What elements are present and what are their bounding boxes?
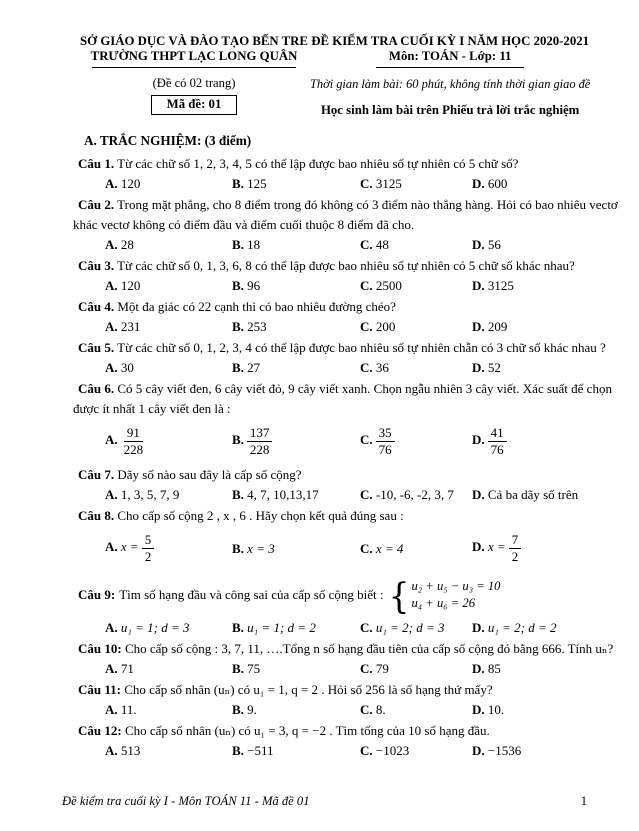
question-9-text: Tìm số hạng đầu và công sai của cấp số cộng biết :: [119, 587, 384, 602]
answer-text: 209: [487, 319, 508, 334]
question-3-statement: [78, 256, 585, 276]
question-11-label: Câu 11:: [78, 682, 121, 697]
answer-text: u₁ = 2; d = 3: [375, 620, 445, 635]
answer-key: A.: [105, 702, 118, 717]
q10-answer-b: [232, 659, 360, 679]
question-3-answers: [78, 276, 585, 296]
answer-text: u₁ = 2; d = 2: [487, 620, 557, 635]
answer-text: 9.: [247, 702, 257, 717]
answer-text: 2500: [375, 278, 402, 293]
fraction: [509, 532, 522, 564]
answer-key: D.: [472, 702, 485, 717]
q1-answer-b: [232, 174, 360, 194]
page-footer: [62, 793, 587, 809]
q10-answer-d: [472, 659, 585, 679]
q8-answer-d: [472, 532, 585, 564]
question-8: [78, 506, 585, 571]
q3-answer-b: [232, 276, 360, 296]
question-12: [78, 721, 585, 761]
answer-key: D.: [472, 487, 485, 502]
q4-answer-c: [360, 317, 472, 337]
q9-answer-b: [232, 618, 360, 638]
answer-prefix: x =: [120, 539, 139, 555]
question-2-text-line2: khác vectơ không có điểm đầu và điểm cuối thuộc 8 điểm đã cho.: [73, 217, 415, 232]
q11-answer-d: [472, 700, 585, 720]
system-equations: [411, 578, 500, 612]
answer-text: 513: [120, 743, 141, 758]
answer-text: 231: [120, 319, 141, 334]
answer-key: C.: [360, 620, 373, 635]
answer-text: 79: [375, 661, 389, 676]
answer-text: 600: [487, 176, 508, 191]
question-1-answers: [78, 174, 585, 194]
q11-answer-c: [360, 700, 472, 720]
answer-key: D.: [472, 432, 485, 448]
fraction-denominator: 228: [123, 442, 144, 457]
answer-key: D.: [472, 743, 485, 758]
q4-answer-a: [105, 317, 232, 337]
answer-key: A.: [105, 539, 118, 555]
answer-key: B.: [232, 176, 244, 191]
answer-key: B.: [232, 661, 244, 676]
question-8-statement: [78, 506, 585, 526]
answer-text: 120: [120, 278, 141, 293]
question-6-answers: [78, 419, 585, 464]
answer-key: C.: [360, 661, 373, 676]
answer-key: D.: [472, 620, 485, 635]
fraction: [247, 425, 273, 457]
answer-text: 10.: [487, 702, 505, 717]
question-2-text: Trong mặt phẳng, cho 8 điểm trong đó không có 3 điểm nào thẳng hàng. Hỏi có bao nhiêu vectơ: [117, 197, 618, 212]
q7-answer-c: [360, 485, 472, 505]
question-4-answers: [78, 317, 585, 337]
q3-answer-a: [105, 276, 232, 296]
answer-text: u₁ = 1; d = 2: [247, 620, 316, 635]
answer-key: A.: [105, 620, 118, 635]
answer-text: 3125: [487, 278, 514, 293]
question-12-text: Cho cấp số nhân (uₙ) có u₁ = 3, q = −2 . Tìm tổng của 10 số hạng đầu.: [124, 723, 490, 738]
question-7-label: Câu 7.: [78, 467, 115, 482]
answer-key: D.: [472, 539, 485, 555]
time-note: Thời gian làm bài: 60 phút, không tính thời gian giao đề: [310, 77, 591, 91]
fraction-numerator: 41: [488, 425, 507, 442]
answer-key: C.: [360, 540, 373, 556]
question-10-statement: [78, 639, 614, 659]
answer-text: x = 3: [247, 540, 275, 556]
question-7-answers: [78, 485, 585, 505]
fraction: [142, 532, 155, 564]
page-number: 1: [580, 794, 587, 808]
question-1-statement: [78, 154, 585, 174]
answer-text: 253: [247, 319, 267, 334]
answer-text: 120: [120, 176, 141, 191]
question-11-statement: [78, 680, 585, 700]
answer-key: D.: [472, 278, 485, 293]
answer-key: B.: [232, 319, 244, 334]
equation-2: u₄ + u₆ = 26: [411, 596, 476, 610]
q12-answer-a: [105, 741, 232, 761]
answer-key: A.: [105, 432, 118, 448]
q3-answer-d: [472, 276, 585, 296]
answer-text: 8.: [375, 702, 386, 717]
equation-1: u₂ + u₅ − u₃ = 10: [411, 579, 501, 593]
answer-text: 1, 3, 5, 7, 9: [120, 487, 180, 502]
question-4-text: Một đa giác có 22 cạnh thì có bao nhiêu đường chéo?: [117, 299, 396, 314]
answer-text: 52: [487, 360, 501, 375]
question-11-text: Cho cấp số nhân (uₙ) có u₁ = 1, q = 2 . Hỏi số 256 là số hạng thứ mấy?: [124, 682, 493, 697]
q2-answer-d: [472, 235, 585, 255]
question-4-label: Câu 4.: [78, 299, 115, 314]
left-brace-icon: {: [388, 573, 410, 617]
answer-text: -10, -6, -2, 3, 7: [375, 487, 454, 502]
q11-answer-a: [105, 700, 232, 720]
fraction-denominator: 76: [378, 442, 392, 457]
question-5-answers: [78, 358, 585, 378]
answer-key: C.: [360, 487, 373, 502]
fraction: [488, 425, 507, 457]
question-6-text-line2: được ít nhất 1 cây viết đen là :: [73, 401, 231, 416]
exam-code-box: Mã đề: 01: [151, 95, 238, 115]
question-9: [78, 572, 585, 638]
answer-prefix: x =: [487, 539, 506, 555]
answer-text: Cả ba dãy số trên: [487, 487, 579, 502]
school-name: TRƯỜNG THPT LẠC LONG QUÂN: [90, 49, 298, 63]
answer-text: −511: [247, 743, 274, 758]
exam-subject: Môn: TOÁN - Lớp: 11: [388, 49, 512, 63]
q12-answer-b: [232, 741, 360, 761]
question-8-label: Câu 8.: [78, 508, 115, 523]
fraction-denominator: 2: [511, 549, 519, 564]
question-5-text: Từ các chữ số 0, 1, 2, 3, 4 có thể lập được bao nhiêu số tự nhiên chẵn có 3 chữ số khác nhau ?: [117, 340, 606, 355]
answer-key: B.: [232, 278, 244, 293]
answer-key: A.: [105, 278, 118, 293]
answer-key: B.: [232, 360, 244, 375]
header-left-rule: [92, 67, 296, 68]
question-5-label: Câu 5.: [78, 340, 115, 355]
answer-key: C.: [360, 432, 373, 448]
fraction-denominator: 2: [144, 549, 152, 564]
answer-key: B.: [232, 487, 244, 502]
department-name: SỞ GIÁO DỤC VÀ ĐÀO TẠO BẾN TRE: [80, 34, 308, 48]
fraction: [376, 425, 395, 457]
answer-text: 75: [247, 661, 261, 676]
answer-text: 27: [247, 360, 261, 375]
answer-text: x = 4: [375, 540, 404, 556]
question-1-label: Câu 1.: [78, 156, 115, 171]
answer-text: 28: [120, 237, 134, 252]
question-6-statement: [78, 379, 612, 399]
answer-text: −1536: [487, 743, 522, 758]
exam-header: [78, 34, 591, 118]
answer-text: 96: [247, 278, 261, 293]
answer-text: u₁ = 1; d = 3: [120, 620, 190, 635]
q8-answer-c: [360, 539, 472, 559]
question-5: [78, 338, 606, 378]
question-11: [78, 680, 585, 720]
question-7-statement: [78, 465, 585, 485]
answer-text: 71: [120, 661, 134, 676]
answer-key: D.: [472, 661, 485, 676]
answer-key: C.: [360, 319, 373, 334]
fraction-denominator: 228: [249, 442, 270, 457]
exam-title: ĐỀ KIỂM TRA CUỐI KỲ I NĂM HỌC 2020-2021: [311, 34, 590, 48]
q2-answer-b: [232, 235, 360, 255]
question-2-statement: [78, 195, 618, 215]
question-6-label: Câu 6.: [78, 381, 115, 396]
q1-answer-d: [472, 174, 585, 194]
answer-text: 125: [247, 176, 267, 191]
instruction-note: Học sinh làm bài trên Phiếu trả lời trắc nghiệm: [320, 103, 580, 117]
question-3-label: Câu 3.: [78, 258, 115, 273]
question-12-answers: [78, 741, 585, 761]
q8-answer-a: [105, 532, 232, 564]
question-6-text: Có 5 cây viết đen, 6 cây viết đỏ, 9 cây viết xanh. Chọn ngẫu nhiên 3 cây viết. Xác suất để chọn: [117, 381, 612, 396]
answer-key: A.: [105, 487, 118, 502]
answer-key: A.: [105, 176, 118, 191]
answer-text: 11.: [120, 702, 137, 717]
q4-answer-d: [472, 317, 585, 337]
fraction-numerator: 5: [142, 532, 155, 549]
q6-answer-a: [105, 425, 232, 457]
answer-key: C.: [360, 278, 373, 293]
answer-key: D.: [472, 319, 485, 334]
question-4-statement: [78, 297, 585, 317]
question-1-text: Từ các chữ số 1, 2, 3, 4, 5 có thể lập được bao nhiêu số tự nhiên có 5 chữ số?: [117, 156, 519, 171]
answer-key: A.: [105, 360, 118, 375]
q10-answer-c: [360, 659, 472, 679]
question-9-label: Câu 9:: [78, 587, 116, 602]
question-12-label: Câu 12:: [78, 723, 122, 738]
answer-key: B.: [232, 432, 244, 448]
answer-key: B.: [232, 743, 244, 758]
question-8-answers: [78, 526, 585, 571]
q9-answer-a: [105, 618, 232, 638]
question-7-text: Dãy số nào sau đây là cấp số cộng?: [117, 467, 302, 482]
answer-text: −1023: [375, 743, 410, 758]
header-right: [310, 34, 590, 118]
q7-answer-b: [232, 485, 360, 505]
q5-answer-a: [105, 358, 232, 378]
q7-answer-d: [472, 485, 585, 505]
q6-answer-c: [360, 425, 472, 457]
question-10-answers: [78, 659, 585, 679]
q5-answer-d: [472, 358, 585, 378]
q1-answer-c: [360, 174, 472, 194]
fraction-numerator: 137: [247, 425, 273, 442]
q8-answer-b: [232, 539, 360, 559]
answer-key: D.: [472, 360, 485, 375]
answer-text: 18: [247, 237, 261, 252]
q12-answer-d: [472, 741, 585, 761]
q3-answer-c: [360, 276, 472, 296]
q5-answer-c: [360, 358, 472, 378]
question-10-label: Câu 10:: [78, 641, 122, 656]
header-right-rule: [376, 67, 524, 68]
q7-answer-a: [105, 485, 232, 505]
answer-text: 3125: [375, 176, 402, 191]
answer-key: C.: [360, 702, 373, 717]
pages-note: (Đề có 02 trang): [152, 76, 236, 90]
question-9-statement: [78, 572, 585, 618]
question-10: [78, 639, 614, 679]
question-3: [78, 256, 585, 296]
question-2-answers: [78, 235, 585, 255]
answer-key: A.: [105, 661, 118, 676]
answer-text: 200: [375, 319, 396, 334]
q1-answer-a: [105, 174, 232, 194]
answer-text: 48: [375, 237, 389, 252]
question-11-answers: [78, 700, 585, 720]
answer-key: B.: [232, 702, 244, 717]
question-1: [78, 154, 585, 194]
question-7: [78, 465, 585, 505]
question-12-statement: [78, 721, 585, 741]
q4-answer-b: [232, 317, 360, 337]
q11-answer-b: [232, 700, 360, 720]
question-3-text: Từ các chữ số 0, 1, 3, 6, 8 có thể lập được bao nhiêu số tự nhiên có 5 chữ số khác nhau?: [117, 258, 575, 273]
question-4: [78, 297, 585, 337]
fraction: [121, 425, 147, 457]
q6-answer-d: [472, 425, 585, 457]
answer-text: 85: [487, 661, 501, 676]
answer-text: 30: [120, 360, 134, 375]
question-6: [73, 379, 612, 464]
question-5-statement: [78, 338, 606, 358]
equation-system: [388, 573, 501, 617]
header-left: [78, 34, 310, 118]
answer-key: C.: [360, 743, 373, 758]
q9-answer-c: [360, 618, 472, 638]
q9-answer-d: [472, 618, 585, 638]
question-8-text: Cho cấp số cộng 2 , x , 6 . Hãy chọn kết quả đúng sau :: [117, 508, 404, 523]
answer-key: A.: [105, 237, 118, 252]
question-2: [73, 195, 618, 255]
answer-text: 36: [375, 360, 389, 375]
fraction-numerator: 7: [509, 532, 522, 549]
question-9-answers: [78, 618, 585, 638]
q2-answer-a: [105, 235, 232, 255]
answer-key: B.: [232, 620, 244, 635]
section-title: A. TRẮC NGHIỆM: (3 điểm): [84, 133, 252, 148]
fraction-numerator: 91: [124, 425, 143, 442]
q5-answer-b: [232, 358, 360, 378]
fraction-denominator: 76: [490, 442, 504, 457]
answer-key: A.: [105, 319, 118, 334]
answer-key: C.: [360, 237, 373, 252]
question-2-label: Câu 2.: [78, 197, 115, 212]
answer-key: D.: [472, 176, 485, 191]
q12-answer-c: [360, 741, 472, 761]
answer-key: C.: [360, 176, 373, 191]
answer-key: A.: [105, 743, 118, 758]
question-10-text: Cho cấp số cộng : 3, 7, 11, ….Tổng n số hạng đầu tiên của cấp số cộng đó bằng 666. Tính uₙ?: [124, 641, 614, 656]
answer-key: B.: [232, 237, 244, 252]
answer-text: 56: [487, 237, 501, 252]
fraction-numerator: 35: [376, 425, 395, 442]
q6-answer-b: [232, 425, 360, 457]
answer-key: C.: [360, 360, 373, 375]
footer-text: Đề kiểm tra cuối kỳ I - Môn TOÁN 11 - Mã đề 01: [62, 794, 310, 808]
q2-answer-c: [360, 235, 472, 255]
answer-key: D.: [472, 237, 485, 252]
answer-key: B.: [232, 540, 244, 556]
q10-answer-a: [105, 659, 232, 679]
answer-text: 4, 7, 10,13,17: [247, 487, 319, 502]
